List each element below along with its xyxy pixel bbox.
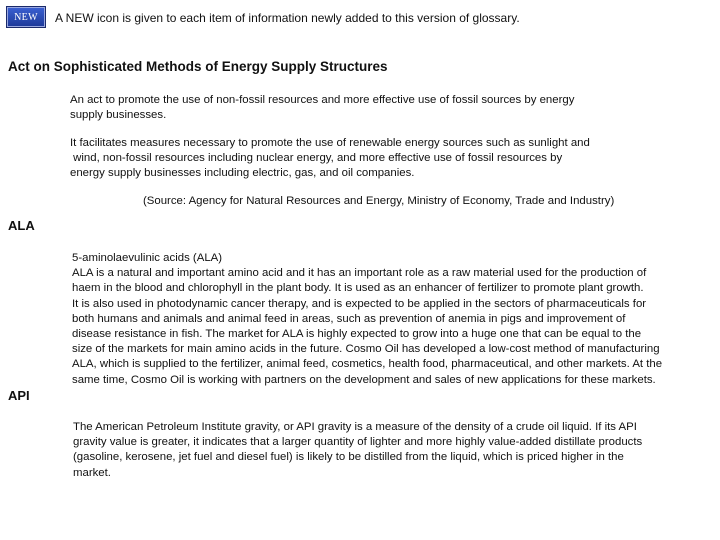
energy-act-paragraph-2 xyxy=(70,136,590,182)
text-line: ALA is a natural and important amino acid and it has an important role as a raw material used for the production of xyxy=(72,267,647,280)
entry-title-api: API xyxy=(8,388,30,403)
text-line: It facilitates measures necessary to promote the use of renewable energy sources such as sunlight and xyxy=(70,137,590,149)
text-line: disease resistance in fish. The market for ALA is highly expected to grow into a huge one that can be equal to the xyxy=(72,328,642,341)
new-icon: NEW xyxy=(7,7,45,27)
entry-title-ala: ALA xyxy=(8,218,35,233)
text-line: gravity value is greater, it indicates that a larger quantity of lighter and more highly value-added distillate products xyxy=(73,436,643,449)
text-line: wind, non-fossil resources including nuclear energy, and more effective use of fossil resources by xyxy=(70,152,563,165)
text-line: (gasoline, kerosene, jet fuel and diesel fuel) is likely to be distilled from the liquid, which is priced higher in the xyxy=(73,451,624,464)
source-text: (Source: Agency for Natural Resources and Energy, Ministry of Economy, Trade and Industry) xyxy=(143,195,615,207)
text-line: size of the markets for main amino acids in the future. Cosmo Oil has developed a low-cost method of manufacturing xyxy=(72,343,660,356)
text-line: haem in the blood and chlorophyll in the plant body. It is used as an enhancer of fertilizer to promote plant growth. xyxy=(72,282,644,295)
text-line: supply businesses. xyxy=(70,109,167,122)
text-line: both humans and animals and animal feed in areas, such as prevention of anemia in pigs and improvement of xyxy=(72,312,626,325)
entry-title-energy-act: Act on Sophisticated Methods of Energy Supply Structures xyxy=(8,59,388,74)
text-line: 5-aminolaevulinic acids (ALA) xyxy=(72,252,223,264)
text-line: same time, Cosmo Oil is working with partners on the development and sales of new applications for these markets. xyxy=(72,373,656,386)
api-description xyxy=(73,420,642,481)
legend-text: A NEW icon is given to each item of information newly added to this version of glossary. xyxy=(55,11,520,25)
ala-description xyxy=(72,251,662,388)
energy-act-paragraph-1 xyxy=(70,93,574,123)
text-line: The American Petroleum Institute gravity, or API gravity is a measure of the density of a crude oil liquid. If its API xyxy=(73,421,637,433)
text-line: ALA, which is supplied to the fertilizer, animal feed, cosmetics, health food, pharmaceutical, and other markets. At the xyxy=(72,358,663,371)
energy-act-source xyxy=(143,194,614,209)
text-line: market. xyxy=(73,466,111,479)
text-line: It is also used in photodynamic cancer therapy, and is expected to be applied in the sectors of pharmaceuticals for xyxy=(72,297,647,310)
text-line: energy supply businesses including electric, gas, and oil companies. xyxy=(70,167,415,180)
text-line: An act to promote the use of non-fossil resources and more effective use of fossil sources by energy xyxy=(70,94,575,106)
